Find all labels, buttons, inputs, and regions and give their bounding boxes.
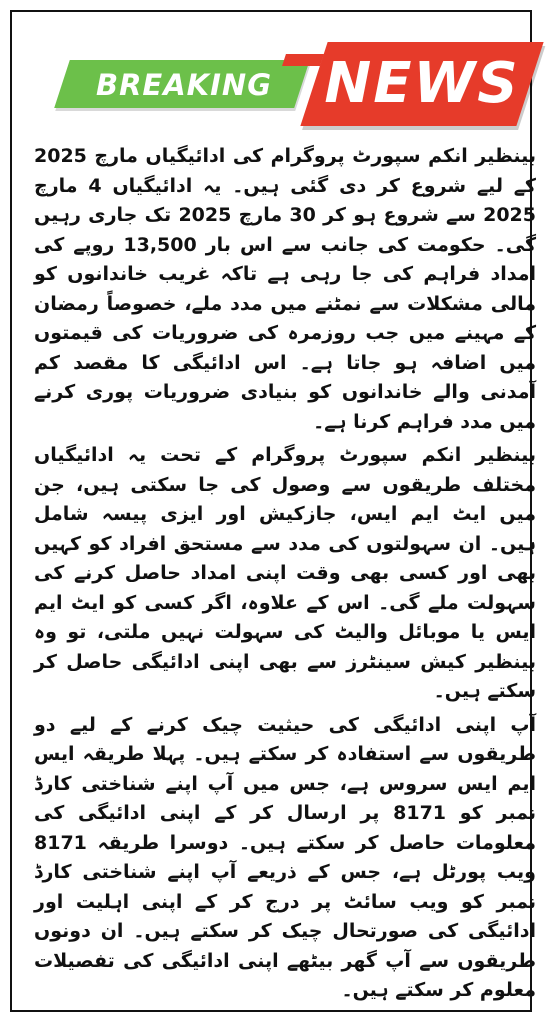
paragraph-3: آپ اپنی ادائیگی کی حیثیت چیک کرنے کے لیے دو طریقوں سے استفادہ کر سکتے ہیں۔ پہلا طریقہ ایس ایم ایس سروس ہے، جس میں آپ اپنے شناختی کارڈ نمبر کو 8171 پر ارسال کر کے اپنی ادائیگی کی معلومات حاصل کر سکتے ہیں۔ دوسرا طریقہ 8171 ویب پورٹل ہے، جس کے ذریعے آپ اپنے شناختی کارڈ نمبر کو ویب سائٹ پر درج کر کے اپنی اہلیت اور ادائیگی کی صورتحال چیک کر سکتے ہیں۔ ان دونوں طریقوں سے آپ گھر بیٹھے اپنی ادائیگی کی تفصیلات معلوم کر سکتے ہیں۔ (34, 713, 537, 1001)
article-body (34, 142, 536, 1010)
breaking-news-banner (52, 30, 522, 120)
article-frame (10, 10, 537, 1012)
banner-breaking-label: BREAKING (95, 68, 273, 102)
banner-news-label: NEWS (324, 51, 520, 116)
paragraph-2: بینظیر انکم سپورٹ پروگرام کے تحت یہ ادائیگیاں مختلف طریقوں سے وصول کی جا سکتی ہیں، جن میں ایٹ ایم ایس، جازکیش اور ایزی پیسہ شامل ہیں۔ ان سہولتوں کی مدد سے مستحق افراد کو کہیں بھی اور کسی بھی وقت اپنی امداد حاصل کرنے کی سہولت ملے گی۔ اس کے علاوہ، اگر کسی کو ایٹ ایم ایس یا موبائل والیٹ کی سہولت نہیں ملتی، تو وہ بینظیر کیش سینٹرز سے بھی اپنی ادائیگی حاصل کر سکتے ہیں۔ (34, 444, 536, 702)
paragraph-1: بینظیر انکم سپورٹ پروگرام کی ادائیگیاں مارچ 2025 کے لیے شروع کر دی گئی ہیں۔ یہ ادائیگیاں 4 مارچ 2025 سے شروع ہو کر 30 مارچ 2025 تک جاری رہیں گی۔ حکومت کی جانب سے اس بار 13,500 روپے کی امداد فراہم کی جا رہی ہے تاکہ غریب خاندانوں کو مالی مشکلات سے نمٹنے میں مدد ملے، خصوصاً رمضان کے مہینے میں جب روزمرہ کی ضروریات کی قیمتوں میں اضافہ ہو جاتا ہے۔ اس ادائیگی کا مقصد کم آمدنی والے خاندانوں کو بنیادی ضروریات پوری کرنے میں مدد فراہم کرنا ہے۔ (34, 145, 536, 433)
